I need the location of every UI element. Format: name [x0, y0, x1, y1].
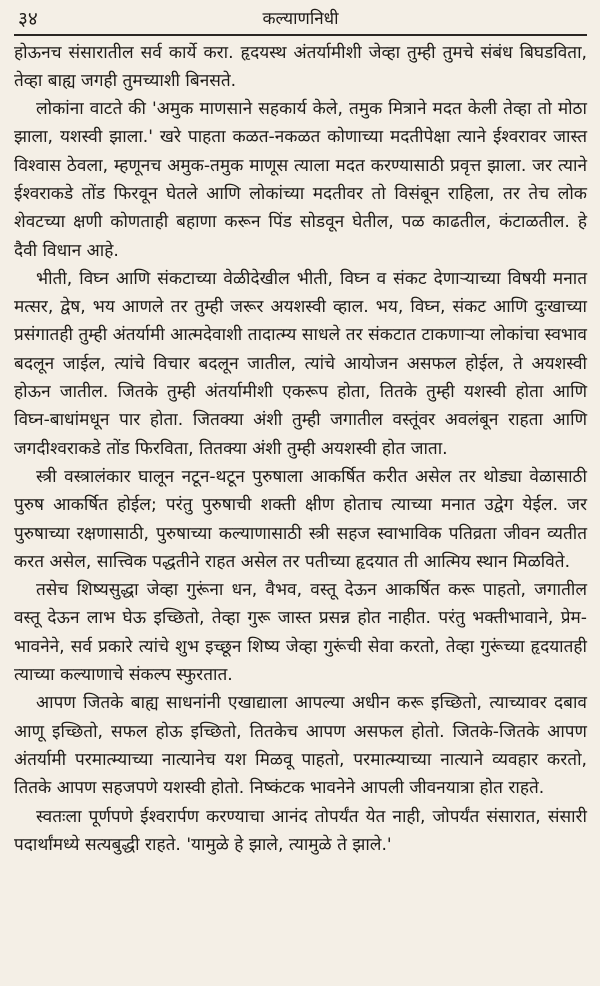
- header-rule: [14, 34, 587, 36]
- page-body: [14, 39, 587, 860]
- paragraph: तसेच शिष्यसुद्धा जेव्हा गुरूंना धन, वैभव, वस्तू देऊन आकर्षित करू पाहतो, जगातील वस्तू देऊन लाभ घेऊ इच्छितो, तेव्हा गुरू जास्त प्रसन्न होत नाहीत. परंतु भक्तीभावाने, प्रेम-भावनेने, सर्व प्रकारे त्यांचे शुभ इच्छून शिष्य जेव्हा गुरूंची सेवा करतो, तेव्हा गुरूंच्या हृदयातही त्याच्या कल्याणाचे संकल्प स्फुरतात.: [14, 580, 587, 686]
- running-title: कल्याणनिधी: [262, 9, 339, 29]
- paragraph: स्वतःला पूर्णपणे ईश्वरार्पण करण्याचा आनंद तोपर्यंत येत नाही, जोपर्यंत संसारात, संसारी पदार्थांमध्ये सत्यबुद्धी राहते. 'यामुळे हे झाले, त्यामुळे ते झाले.': [14, 806, 587, 855]
- paragraph: भीती, विघ्न आणि संकटाच्या वेळीदेखील भीती, विघ्न व संकट देणाऱ्याच्या विषयी मनात मत्सर, द्वेष, भय आणले तर तुम्ही जरूर अयशस्वी व्हाल. भय, विघ्न, संकट आणि दुःखाच्या प्रसंगातही तुम्ही अंतर्यामी आत्मदेवाशी तादात्म्य साधले तर संकटात टाकणाऱ्या लोकांचा स्वभाव बदलून जाईल, त्यांचे विचार बदलून जातील, त्यांचे आयोजन असफल होईल, ते अयशस्वी होऊन जातील. जितके तुम्ही अंतर्यामीशी एकरूप होता, तितके तुम्ही यशस्वी होता आणि विघ्न-बाधांमधून पार होता. जितक्या अंशी तुम्ही जगातील वस्तूंवर अवलंबून राहता आणि जगदीश्वराकडे तोंड फिरविता, तितक्या अंशी तुम्ही अयशस्वी होत जाता.: [14, 268, 587, 459]
- paragraph: आपण जितके बाह्य साधनांनी एखाद्याला आपल्या अधीन करू इच्छितो, त्याच्यावर दबाव आणू इच्छितो, सफल होऊ इच्छितो, तितकेच आपण असफल होतो. जितके-जितके आपण अंतर्यामी परमात्म्याच्या नात्यानेच यश मिळवू पाहतो, परमात्म्याच्या नात्याने व्यवहार करतो, तितके आपण सहजपणे यशस्वी होतो. निष्कंटक भावनेने आपली जीवनयात्रा होत राहते.: [14, 693, 587, 799]
- paragraph: लोकांना वाटते की 'अमुक माणसाने सहकार्य केले, तमुक मित्राने मदत केली तेव्हा तो मोठा झाला, यशस्वी झाला.' खरे पाहता कळत-नकळत कोणाच्या मदतीपेक्षा त्याने ईश्वरावर जास्त विश्वास ठेवला, म्हणूनच अमुक-तमुक माणूस त्याला मदत करण्यासाठी प्रवृत्त झाला. जर त्याने ईश्वराकडे तोंड फिरवून घेतले आणि लोकांच्या मदतीवर तो विसंबून राहिला, तर तेच लोक शेवटच्या क्षणी कोणताही बहाणा करून पिंड सोडवून घेतील, पळ काढतील, कंटाळतील. हे दैवी विधान आहे.: [14, 99, 587, 261]
- page-number: ३४: [18, 8, 38, 30]
- page-header: [14, 6, 587, 34]
- paragraph-continued: होऊनच संसारातील सर्व कार्ये करा. हृदयस्थ अंतर्यामीशी जेव्हा तुम्ही तुमचे संबंध बिघडविता, तेव्हा बाह्य जगही तुमच्याशी बिनसते.: [14, 42, 587, 91]
- paragraph: स्त्री वस्त्रालंकार घालून नटून-थटून पुरुषाला आकर्षित करीत असेल तर थोड्या वेळासाठी पुरुष आकर्षित होईल; परंतु पुरुषाची शक्ती क्षीण होताच त्याच्या मनात उद्वेग येईल. जर पुरुषाच्या रक्षणासाठी, पुरुषाच्या कल्याणासाठी स्त्री सहज स्वाभाविक पतिव्रता जीवन व्यतीत करत असेल, सात्त्विक पद्धतीने राहत असेल तर पतीच्या हृदयात ती आत्मिय स्थान मिळविते.: [14, 466, 587, 572]
